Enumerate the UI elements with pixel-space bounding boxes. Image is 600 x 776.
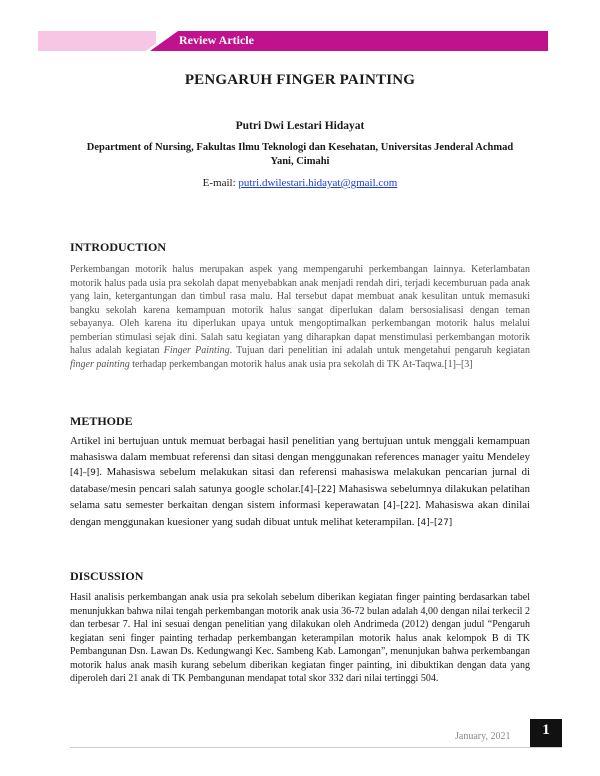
methode-heading: METHODE: [70, 414, 133, 428]
email-label: E-mail:: [202, 177, 236, 189]
page-number: 1: [542, 722, 550, 738]
paper-title: PENGARUH FINGER PAINTING: [184, 72, 416, 88]
introduction-paragraph: Perkembangan motorik halus merupakan aspek yang mempengaruhi perkembangan lainnya. Keterlambatan motorik halus pada usia pra sekolah dapat menyebabkan anak menjadi rendah diri, terjadi kecemburuan pada anak yang lain, ketergantungan dan timbul rasa malu. Hal tersebut dapat membuat anak kesulitan untuk memasuki bangku sekolah karena kemampuan motorik halus sangat diperlukan dalam bersosialisasi dengan teman sebayanya. Oleh karena itu diperlukan upaya untuk mengoptimalkan perkembangan motorik halus melalui pemberian stimulasi sejak dini. Salah satu kegiatan yang diharapkan dapat menstimulasi perkembangan motorik halus adalah kegiatan Finger Painting. Tujuan dari penelitian ini adalah untuk mengetahui pengaruh kegiatan finger painting terhadap perkembangan motorik halus anak usia pra sekolah di TK At-Taqwa.[1]–[3]: [70, 264, 530, 370]
article-type-label: Review Article: [179, 33, 254, 47]
discussion-heading: DISCUSSION: [70, 569, 144, 583]
citation: [4]–[9]: [70, 468, 100, 478]
methode-paragraph: Artikel ini bertujuan untuk memuat berbagai hasil penelitian yang bertujuan untuk menggali kemampuan mahasiswa dalam membuat referensi dan sitasi dengan menggunakan references manager yaitu Mendeley [4]–[9]. Mahasiswa sebelum melakukan sitasi dan referensi mahasiswa melakukan pencarian jurnal di database/mesin pencari salah satunya google scholar.[4]–[22] Mahasiswa sebelumnya dilakukan pelatihan selama satu semester berkaitan dengan sistem informasi keperawatan [4]–[22]. Mahasiswa akan dinilai dengan menggunakan kuesioner yang sudah dibuat untuk melihat keterampilan. [4]–[27]: [70, 435, 531, 528]
citation: [4]–[22]: [383, 501, 419, 511]
footer-rule: [70, 747, 562, 748]
author-email: [0, 177, 600, 189]
article-type-banner: [38, 31, 548, 51]
citation: [4]–[22]: [300, 484, 336, 495]
email-link[interactable]: putri.dwilestari.hidayat@gmail.com: [238, 177, 398, 189]
discussion-paragraph: Hasil analisis perkembangan anak usia pra sekolah sebelum diberikan kegiatan finger painting berdasarkan tabel menunjukkan bahwa nilai tengah perkembangan motorik anak usia 36-72 bulan adalah 4,00 dengan nilai terkecil 2 dan terbesar 7. Hal ini sesuai dengan penelitian yang dilakukan oleh Andrimeda (2012) dengan judul “Pengaruh kegiatan seni finger painting terhadap perkembangan keterampilan motorik halus anak kelompok B di TK Pembangunan Dsn. Lawan Ds. Kedungwangi Kec. Sambeng Kab. Lamongan”, menunjukan bahwa perkembangan motorik halus anak masih kurang sebelum diberikan kegiatan finger painting, ini dibuktikan dengan data yang diperoleh dari 21 anak di TK Pembangunan mendapat total skor 332 dari nilai tertinggi 504.: [70, 592, 530, 684]
footer-date: January, 2021: [455, 731, 511, 742]
author-name: Putri Dwi Lestari Hidayat: [235, 120, 365, 132]
page-number-box: [530, 719, 562, 747]
introduction-heading: INTRODUCTION: [70, 240, 167, 254]
citation: [4]–[27]: [417, 517, 453, 528]
banner-pink-block: [38, 31, 156, 51]
author-affiliation: Department of Nursing, Fakultas Ilmu Teknologi dan Kesehatan, Universitas Jenderal Achmad Yani, Cimahi: [86, 142, 514, 167]
